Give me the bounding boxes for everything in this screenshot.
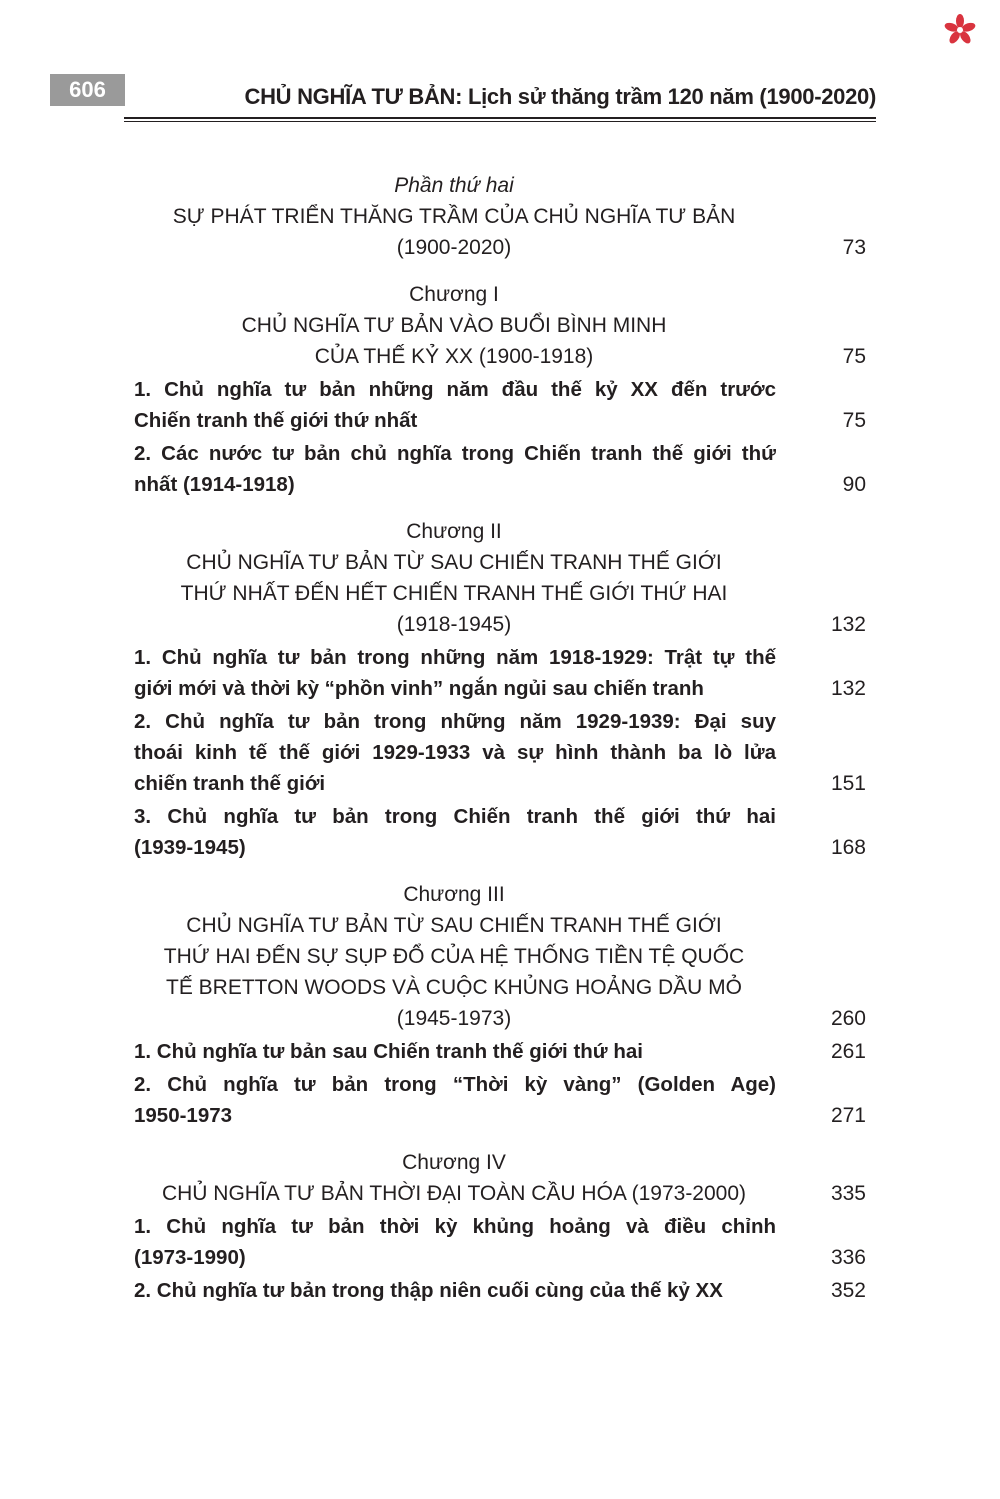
toc-entry — [134, 1211, 866, 1273]
chapter-block — [134, 279, 866, 500]
toc-entry-line: Chiến tranh thế giới thứ nhất — [134, 409, 418, 432]
chapter-list — [134, 279, 866, 1306]
chapter-heading — [134, 516, 866, 640]
table-of-contents — [134, 170, 866, 1306]
chapter-title-line: CHỦ NGHĨA TƯ BẢN TỪ SAU CHIẾN TRANH THẾ GIỚI — [186, 551, 722, 574]
toc-entry — [134, 1036, 866, 1067]
toc-entry-line: 1. Chủ nghĩa tư bản những năm đầu thế kỷ XX đến trước — [134, 378, 776, 401]
toc-entry-line: (1973-1990) — [134, 1246, 246, 1269]
toc-entry-page-number: 132 — [830, 677, 866, 700]
toc-entry-line: giới mới và thời kỳ “phồn vinh” ngắn ngủi sau chiến tranh — [134, 677, 704, 700]
toc-entry — [134, 801, 866, 863]
toc-entry — [134, 706, 866, 799]
toc-entry-line: 2. Các nước tư bản chủ nghĩa trong Chiến tranh thế giới thứ — [134, 442, 776, 465]
toc-entry-page-number: 168 — [830, 836, 866, 859]
part-title-line: (1900-2020) — [396, 236, 512, 259]
chapter-block — [134, 516, 866, 863]
chapter-heading — [134, 1147, 866, 1209]
part-title-line: SỰ PHÁT TRIỂN THĂNG TRẦM CỦA CHỦ NGHĨA TƯ BẢN — [172, 205, 736, 228]
chapter-title-line: CHỦ NGHĨA TƯ BẢN VÀO BUỔI BÌNH MINH — [241, 314, 667, 337]
chapter-title-line: (1945-1973) — [396, 1007, 512, 1030]
chapter-title-line: THỨ HAI ĐẾN SỰ SỤP ĐỔ CỦA HỆ THỐNG TIỀN TỆ QUỐC — [163, 945, 745, 968]
chapter-heading — [134, 279, 866, 372]
part-page-number: 73 — [842, 236, 866, 259]
toc-entry-line: (1939-1945) — [134, 836, 246, 859]
toc-entry-page-number: 352 — [830, 1279, 866, 1302]
chapter-title-line: TẾ BRETTON WOODS VÀ CUỘC KHỦNG HOẢNG DẦU MỎ — [166, 976, 742, 999]
chapter-block — [134, 879, 866, 1131]
part-heading — [134, 170, 866, 263]
toc-entry-line: 1. Chủ nghĩa tư bản sau Chiến tranh thế giới thứ hai — [134, 1040, 643, 1063]
toc-entry-line: 2. Chủ nghĩa tư bản trong thập niên cuối cùng của thế kỷ XX — [134, 1279, 723, 1302]
toc-entry — [134, 1069, 866, 1131]
chapter-heading — [134, 879, 866, 1034]
toc-entry-line: 2. Chủ nghĩa tư bản trong “Thời kỳ vàng” (Golden Age) — [134, 1073, 776, 1096]
toc-entry — [134, 1275, 866, 1306]
chapter-page-number: 260 — [830, 1007, 866, 1030]
toc-entry-line: 2. Chủ nghĩa tư bản trong những năm 1929-1939: Đại suy — [134, 710, 776, 733]
chapter-block — [134, 1147, 866, 1306]
toc-entry — [134, 374, 866, 436]
toc-entry-line: chiến tranh thế giới — [134, 772, 326, 795]
toc-entry-line: nhất (1914-1918) — [134, 473, 295, 496]
chapter-label: Chương III — [403, 883, 505, 906]
toc-entry-page-number: 151 — [830, 772, 866, 795]
chapter-title-line: (1918-1945) — [396, 613, 512, 636]
chapter-title-line: THỨ NHẤT ĐẾN HẾT CHIẾN TRANH THẾ GIỚI THỨ HAI — [180, 582, 728, 605]
publisher-flower-logo — [944, 14, 976, 46]
toc-entry-page-number: 90 — [842, 473, 866, 496]
chapter-page-number: 132 — [830, 613, 866, 636]
toc-entry-line: 1. Chủ nghĩa tư bản thời kỳ khủng hoảng và điều chỉnh — [134, 1215, 776, 1238]
chapter-label: Chương I — [409, 283, 499, 306]
chapter-page-number: 75 — [842, 345, 866, 368]
part-label: Phần thứ hai — [394, 174, 514, 197]
toc-entry-line: 3. Chủ nghĩa tư bản trong Chiến tranh thế giới thứ hai — [134, 805, 776, 828]
page-number: 606 — [50, 74, 125, 106]
running-title: CHỦ NGHĨA TƯ BẢN: Lịch sử thăng trầm 120 năm (1900-2020) — [244, 84, 876, 109]
chapter-title-line: CỦA THẾ KỶ XX (1900-1918) — [314, 345, 594, 368]
chapter-page-number: 335 — [830, 1182, 866, 1205]
chapter-title-line: CHỦ NGHĨA TƯ BẢN THỜI ĐẠI TOÀN CẦU HÓA (1973-2000) — [161, 1182, 747, 1205]
toc-entry-page-number: 75 — [842, 409, 866, 432]
toc-entry-page-number: 261 — [830, 1040, 866, 1063]
toc-entry — [134, 438, 866, 500]
toc-entry-line: 1. Chủ nghĩa tư bản trong những năm 1918-1929: Trật tự thế — [134, 646, 776, 669]
header-rule-thin — [124, 121, 876, 122]
toc-entry-line: 1950-1973 — [134, 1104, 233, 1127]
chapter-label: Chương IV — [402, 1151, 506, 1174]
chapter-label: Chương II — [406, 520, 502, 543]
header-rule — [124, 117, 876, 119]
toc-entry-page-number: 271 — [830, 1104, 866, 1127]
toc-entry-page-number: 336 — [830, 1246, 866, 1269]
toc-entry-line: thoái kinh tế thế giới 1929-1933 và sự hình thành ba lò lửa — [134, 741, 776, 764]
chapter-title-line: CHỦ NGHĨA TƯ BẢN TỪ SAU CHIẾN TRANH THẾ GIỚI — [186, 914, 722, 937]
toc-entry — [134, 642, 866, 704]
